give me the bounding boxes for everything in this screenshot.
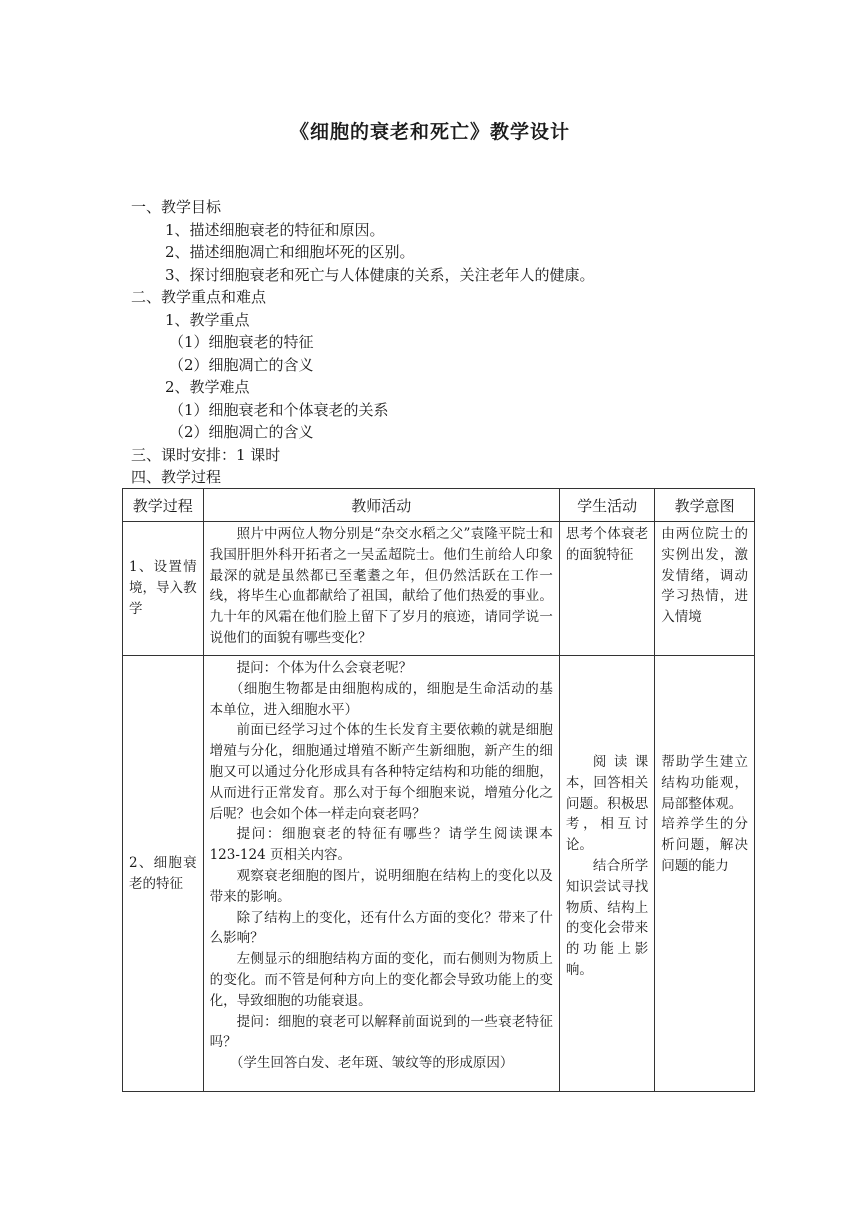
- table-row: [123, 656, 755, 1092]
- outline-heading: 三、课时安排：1 课时: [131, 445, 281, 464]
- outline-item: 1、描述细胞衰老的特征和原因。: [165, 220, 385, 239]
- outline-subitem: （1）细胞衰老和个体衰老的关系: [169, 400, 389, 419]
- intent-paragraph: 培养学生的分析问题，解决问题的能力: [661, 816, 748, 874]
- header-intent: 教学意图: [655, 489, 755, 522]
- outline: [131, 196, 751, 489]
- page-title: 《细胞的衰老和死亡》教学设计: [289, 121, 570, 143]
- teacher-paragraph: 观察衰老细胞的图片，说明细胞在结构上的变化以及带来的影响。: [209, 867, 553, 905]
- student-paragraph: 思考个体衰老的面貌特征: [565, 526, 649, 563]
- teacher-paragraph: 提问：细胞的衰老可以解释前面说到的一些衰老特征吗？: [209, 1013, 553, 1051]
- outline-heading: 四、教学过程: [131, 468, 222, 486]
- table-header-row: [123, 489, 755, 522]
- teacher-paragraph: 前面已经学习过个体的生长发育主要依赖的就是细胞增殖与分化，细胞通过增殖不断产生新细胞，新产生的细胞又可以通过分化形成具有各种特定结构和功能的细胞， 从而进行正常发育。那么对于每个细胞来说，增殖分化之后呢？也会如个体一样走向衰老吗？: [209, 722, 553, 822]
- header-stage: 教学过程: [123, 489, 204, 522]
- outline-item: 3、探讨细胞衰老和死亡与人体健康的关系，关注老年人的健康。: [165, 265, 595, 284]
- teacher-cell: [203, 656, 559, 1092]
- intent-cell: [655, 522, 755, 656]
- outline-item: 1、教学重点: [165, 310, 250, 329]
- outline-heading: 二、教学重点和难点: [131, 288, 267, 306]
- teacher-paragraph: 提问：细胞衰老的特征有哪些？请学生阅读课本 123-124 页相关内容。: [209, 826, 553, 864]
- intent-paragraph: 由两位院士的实例出发，激发情绪，调动学习热情，进入情境: [661, 526, 748, 626]
- stage-text: 2、细胞衰老的特征: [129, 854, 197, 892]
- student-paragraph: 结合所学知识尝试寻找物质、结构上的变化会带来的功能上影响。: [565, 857, 649, 978]
- teacher-paragraph: 左侧显示的细胞结构方面的变化，而右侧则为物质上的变化。而不管是何种方向上的变化都会导致功能上的变化，导致细胞的功能衰退。: [209, 951, 553, 1009]
- outline-heading: 一、教学目标: [131, 198, 222, 216]
- outline-subitem: （2）细胞凋亡的含义: [169, 423, 314, 441]
- teacher-paragraph: 除了结构上的变化，还有什么方面的变化？带来了什么影响？: [209, 909, 553, 947]
- stage-cell: [123, 522, 204, 656]
- outline-item: 2、教学难点: [165, 378, 250, 396]
- stage-cell: [123, 656, 204, 1092]
- intent-cell: [655, 656, 755, 1092]
- teacher-cell: [203, 522, 559, 656]
- header-teacher: 教师活动: [203, 489, 559, 522]
- intent-paragraph: 帮助学生建立结构功能观，局部整体观。: [661, 754, 748, 812]
- outline-subitem: （2）细胞凋亡的含义: [169, 355, 314, 374]
- teacher-paragraph: （学生回答白发、老年斑、皱纹等的形成原因）: [229, 1055, 514, 1072]
- student-paragraph: 阅读课本，回答相关问题。积极思考，相互讨论。: [565, 754, 649, 854]
- header-student: 学生活动: [559, 489, 654, 522]
- table-row: [123, 522, 755, 656]
- stage-text: 1、设置情境，导入教学: [129, 559, 197, 617]
- outline-item: 2、描述细胞凋亡和细胞坏死的区别。: [165, 243, 415, 261]
- teacher-paragraph: （细胞生物都是由细胞构成的，细胞是生命活动的基本单位，进入细胞水平）: [209, 680, 553, 718]
- student-cell: [559, 656, 654, 1092]
- teacher-paragraph: 提问：个体为什么会衰老呢？: [236, 660, 413, 676]
- process-table: [122, 488, 755, 1092]
- outline-subitem: （1）细胞衰老的特征: [169, 333, 314, 351]
- teacher-paragraph: 照片中两位人物分别是“杂交水稻之父”袁隆平院士和我国肝胆外科开拓者之一吴孟超院士。他们生前给人印象最深的就是虽然都已至耄耋之年，但仍然活跃在工作一线，将毕生心血都献给了祖国，献给了他们热爱的事业。九十年的风霜在他们脸上留下了岁月的痕迹，请同学说一说他们的面貌有哪些变化？: [209, 526, 553, 646]
- student-cell: [559, 522, 654, 656]
